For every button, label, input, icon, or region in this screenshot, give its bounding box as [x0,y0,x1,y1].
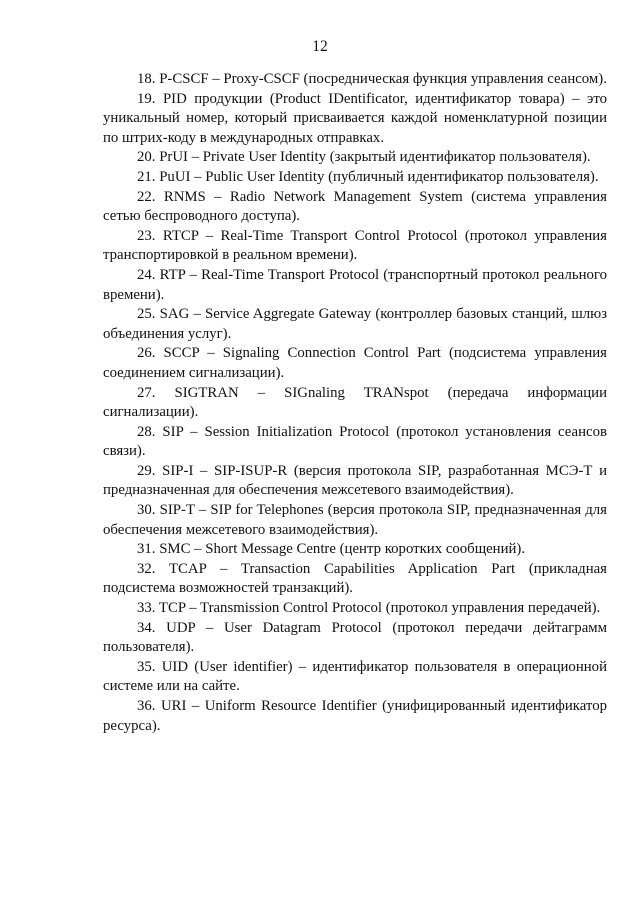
list-item: 24. RTP – Real-Time Transport Protocol (транспортный протокол реального времени). [103,266,607,303]
list-item: 23. RTCP – Real-Time Transport Control Protocol (протокол управления транспортировкой в реальном времени). [103,227,607,264]
list-item: 30. SIP-T – SIP for Telephones (версия протокола SIP, предназначенная для обеспечения межсетевого взаимодействия). [103,502,607,538]
page-number: 12 [312,38,328,55]
list-item: 19. PID продукции (Product IDentificator, идентификатор товара) – это уникальный номер, который присваивается каждой номенклатурной позиции по штрих-коду в международных отправках. [103,90,607,146]
list-item: 21. PuUI – Public User Identity (публичный идентификатор пользователя). [137,168,599,185]
abbreviation-list [103,70,607,736]
list-item: 27. SIGTRAN – SIGnaling TRANspot (передача информации сигнализации). [103,384,607,421]
list-item: 34. UDP – User Datagram Protocol (протокол передачи дейтаграмм пользователя). [103,619,607,656]
list-item: 22. RNMS – Radio Network Management System (система управления сетью беспроводного доступа). [103,188,607,225]
list-item: 33. TCP – Transmission Control Protocol (протокол управления передачей). [137,600,601,617]
list-item: 35. UID (User identifier) – идентификатор пользователя в операционной системе или на сайте. [103,658,607,695]
list-item: 28. SIP – Session Initialization Protocol (протокол установления сеансов связи). [103,423,607,460]
list-item: 32. TCAP – Transaction Capabilities Application Part (прикладная подсистема возможностей транзакций). [103,560,607,597]
list-item: 20. PrUI – Private User Identity (закрытый идентификатор пользователя). [137,149,591,166]
list-item: 25. SAG – Service Aggregate Gateway (контроллер базовых станций, шлюз объединения услуг). [103,306,607,342]
list-item: 26. SCCP – Signaling Connection Control Part (подсистема управления соединением сигнализации). [103,345,607,381]
list-item: 31. SMC – Short Message Centre (центр коротких сообщений). [137,541,526,558]
list-item: 18. P-CSCF – Proxy-CSCF (посредническая функция управления сеансом). [137,71,607,87]
list-item: 36. URI – Uniform Resource Identifier (унифицированный идентификатор ресурса). [103,698,607,734]
list-item: 29. SIP-I – SIP-ISUP-R (версия протокола SIP, разработанная МСЭ-Т и предназначенная для обеспечения межсетевого взаимодействия). [103,462,607,499]
